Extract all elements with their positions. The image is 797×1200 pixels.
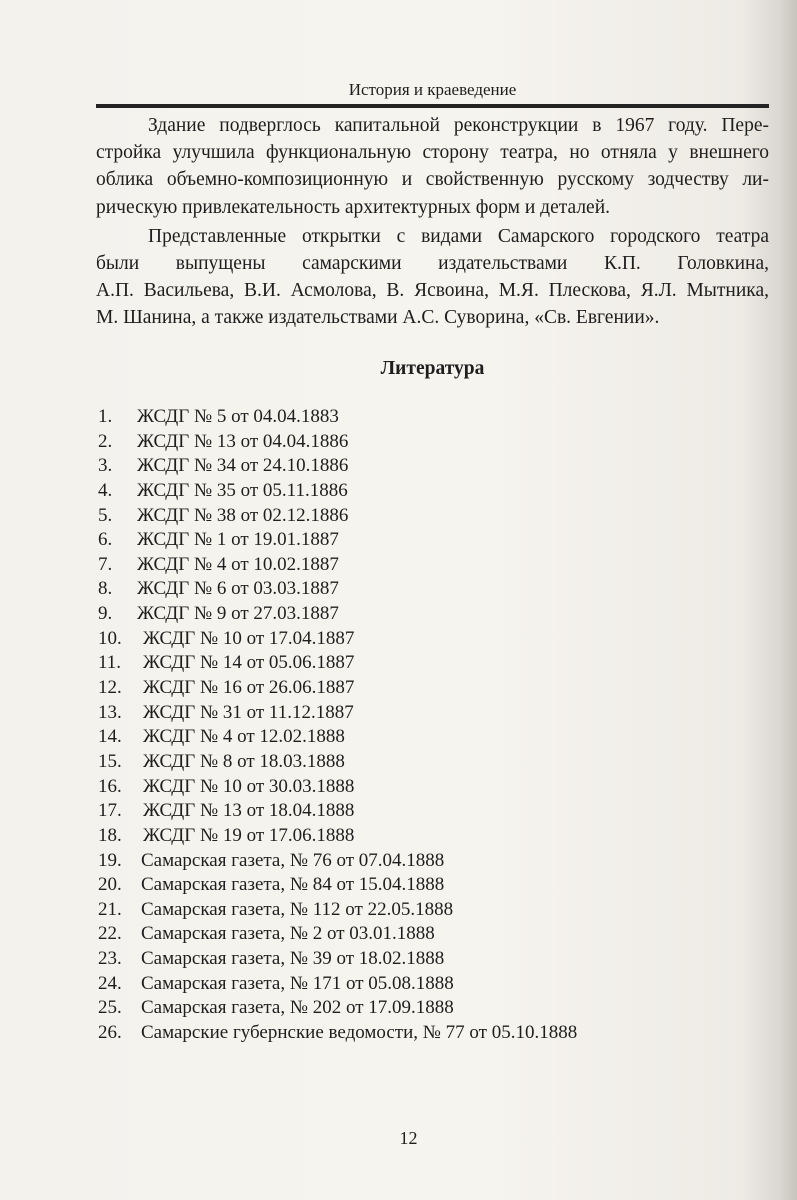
literature-item-number: 9.: [98, 603, 113, 625]
header-rule: [96, 104, 769, 108]
literature-title: Литература: [380, 358, 485, 379]
literature-item-text: ЖСДГ № 13 от 18.04.1888: [143, 800, 355, 822]
literature-item: [98, 947, 771, 972]
literature-item-number: 21.: [98, 898, 122, 920]
literature-item: [98, 849, 771, 874]
literature-item-number: 15.: [98, 750, 122, 772]
literature-item-number: 3.: [98, 455, 113, 477]
literature-item: [98, 577, 771, 602]
literature-item-text: ЖСДГ № 31 от 11.12.1887: [143, 701, 354, 723]
paragraph-1: [96, 112, 769, 221]
literature-item-text: ЖСДГ № 10 от 30.03.1888: [143, 775, 355, 797]
literature-item: [98, 996, 771, 1021]
literature-item-text: Самарские губернские ведомости, № 77 от 05.10.1888: [141, 1022, 578, 1044]
literature-list: [98, 405, 771, 1046]
literature-item: [98, 405, 771, 430]
literature-item: [98, 651, 771, 676]
paragraph-2-line: Представленные открытки с видами Самарского городского театра: [148, 225, 769, 247]
literature-item-text: ЖСДГ № 6 от 03.03.1887: [137, 578, 339, 600]
paragraph-2: [96, 223, 769, 332]
literature-item-number: 20.: [98, 874, 122, 896]
literature-item-text: ЖСДГ № 14 от 05.06.1887: [143, 652, 355, 674]
literature-item: [98, 454, 771, 479]
paragraph-1-line: рическую привлекательность архитектурных форм и деталей.: [96, 196, 611, 218]
literature-item-number: 4.: [98, 479, 113, 501]
literature-item: [98, 430, 771, 455]
literature-item: [98, 750, 771, 775]
literature-item-text: ЖСДГ № 9 от 27.03.1887: [137, 603, 339, 625]
literature-item-text: ЖСДГ № 5 от 04.04.1883: [137, 406, 339, 427]
literature-item-number: 23.: [98, 948, 122, 970]
literature-item-text: ЖСДГ № 34 от 24.10.1886: [137, 455, 349, 477]
literature-item-number: 16.: [98, 775, 122, 797]
literature-item: [98, 479, 771, 504]
literature-item-text: Самарская газета, № 2 от 03.01.1888: [141, 923, 435, 945]
literature-item-number: 2.: [98, 430, 113, 452]
literature-item: [98, 775, 771, 800]
literature-item-number: 22.: [98, 923, 122, 945]
literature-item: [98, 972, 771, 997]
literature-item: [98, 504, 771, 529]
literature-item-number: 19.: [98, 849, 122, 871]
literature-item-number: 11.: [98, 652, 122, 674]
literature-item: [98, 873, 771, 898]
literature-item-text: ЖСДГ № 1 от 19.01.1887: [137, 529, 339, 551]
literature-item: [98, 898, 771, 923]
literature-item-number: 10.: [98, 627, 122, 649]
literature-item-text: ЖСДГ № 10 от 17.04.1887: [143, 627, 355, 649]
paragraph-2-line: были выпущены самарскими издательствами К.П. Головкина,: [96, 253, 769, 275]
literature-item-text: ЖСДГ № 4 от 12.02.1888: [143, 726, 345, 748]
literature-item-text: ЖСДГ № 8 от 18.03.1888: [143, 750, 345, 772]
literature-item-text: ЖСДГ № 13 от 04.04.1886: [137, 430, 349, 452]
literature-item-number: 14.: [98, 726, 122, 748]
literature-item-text: Самарская газета, № 171 от 05.08.1888: [141, 972, 454, 994]
literature-item-number: 1.: [98, 406, 113, 427]
literature-item-number: 12.: [98, 677, 122, 699]
literature-item-text: Самарская газета, № 84 от 15.04.1888: [141, 874, 445, 896]
literature-item: [98, 602, 771, 627]
literature-item-text: ЖСДГ № 16 от 26.06.1887: [143, 677, 355, 699]
literature-item-number: 24.: [98, 972, 122, 994]
literature-item-number: 5.: [98, 504, 113, 526]
literature-item-number: 17.: [98, 800, 122, 822]
literature-item: [98, 528, 771, 553]
literature-item-text: Самарская газета, № 112 от 22.05.1888: [141, 898, 454, 920]
page-number: 12: [399, 1128, 418, 1148]
literature-item-number: 6.: [98, 529, 113, 551]
literature-item: [98, 799, 771, 824]
literature-item: [98, 627, 771, 652]
body-text: [96, 112, 769, 332]
literature-item: [98, 725, 771, 750]
paragraph-1-line: облика объемно-композиционную и свойственную русскому зодчеству ли-: [96, 169, 769, 191]
paragraph-1-line: Здание подверглось капитальной реконструкции в 1967 году. Пере-: [148, 115, 769, 136]
literature-item-number: 7.: [98, 553, 113, 575]
literature-item-number: 8.: [98, 578, 113, 600]
literature-item-text: ЖСДГ № 38 от 02.12.1886: [137, 504, 349, 526]
paragraph-2-line: А.П. Васильева, В.И. Асмолова, В. Ясвоина, М.Я. Плескова, Я.Л. Мытника,: [96, 280, 769, 302]
literature-item: [98, 922, 771, 947]
literature-item: [98, 824, 771, 849]
literature-item: [98, 701, 771, 726]
literature-item-text: Самарская газета, № 202 от 17.09.1888: [141, 997, 454, 1019]
literature-item-number: 13.: [98, 701, 122, 723]
literature-item-number: 26.: [98, 1022, 122, 1044]
literature-item: [98, 676, 771, 701]
literature-item-number: 25.: [98, 997, 122, 1019]
literature-item-text: ЖСДГ № 4 от 10.02.1887: [137, 553, 339, 575]
running-header: История и краеведение: [348, 80, 517, 99]
literature-item-text: Самарская газета, № 76 от 07.04.1888: [141, 849, 445, 871]
literature-item: [98, 553, 771, 578]
literature-item-text: ЖСДГ № 35 от 05.11.1886: [137, 479, 348, 501]
paragraph-1-line: стройка улучшила функциональную сторону театра, но отняла у внешнего: [96, 142, 769, 164]
literature-item-text: ЖСДГ № 19 от 17.06.1888: [143, 824, 355, 846]
literature-item-text: Самарская газета, № 39 от 18.02.1888: [141, 948, 445, 970]
literature-item: [98, 1021, 771, 1046]
paragraph-2-line: М. Шанина, а также издательствами А.С. Суворина, «Св. Евгении».: [96, 307, 660, 329]
literature-item-number: 18.: [98, 824, 122, 846]
